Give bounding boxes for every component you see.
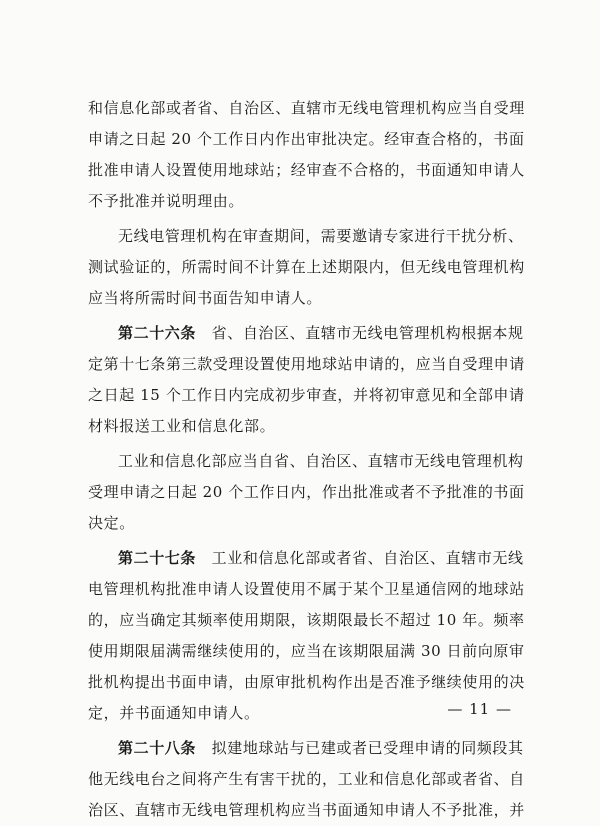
article-first-line (88, 318, 530, 349)
text-line: 材料报送工业和信息化部。 (88, 417, 276, 435)
text-line: 和信息化部或者省、自治区、直辖市无线电管理机构应当自受理 (88, 99, 525, 117)
text-line: 申请之日起 20 个工作日内作出审批决定。经审查合格的，书面 (88, 130, 525, 148)
text-line: 工业和信息化部应当自省、自治区、直辖市无线电管理机构 (118, 452, 524, 470)
text-line: 之日起 15 个工作日内完成初步审查，并将初审意见和全部申请 (88, 386, 525, 404)
text-line: 无线电管理机构在审查期间，需要邀请专家进行干扰分析、 (118, 227, 524, 245)
text-span: 拟建地球站与已建或者已受理申请的同频段其 (211, 739, 524, 757)
article-first-line (88, 733, 530, 764)
text-line: 不予批准并说明理由。 (88, 192, 245, 210)
text-line: 定第十七条第三款受理设置使用地球站申请的，应当自受理申请 (88, 355, 525, 373)
text-line: 电管理机构批准申请人设置使用不属于某个卫星通信网的地球站 (88, 580, 525, 598)
page-number: — 11 — (447, 700, 512, 718)
text-line: 应当将所需时间书面告知申请人。 (88, 289, 323, 307)
text-line: 治区、直辖市无线电管理机构应当书面通知申请人不予批准，并 (88, 801, 525, 819)
article-first-line (88, 543, 530, 574)
text-line: 批机构提出书面申请，由原审批机构作出是否准予继续使用的决 (88, 673, 525, 691)
text-line: 批准申请人设置使用地球站；经审查不合格的，书面通知申请人 (88, 161, 525, 179)
text-line: 受理申请之日起 20 个工作日内，作出批准或者不予批准的书面 (88, 483, 525, 501)
text-span: 省、自治区、直辖市无线电管理机构根据本规 (211, 324, 524, 342)
text-line: 定，并书面通知申请人。 (88, 704, 260, 722)
text-line: 决定。 (88, 514, 135, 532)
article-heading: 第二十七条 (118, 549, 197, 567)
text-line: 的，应当确定其频率使用期限，该期限最长不超过 10 年。频率 (88, 611, 525, 629)
article-heading: 第二十八条 (118, 739, 197, 757)
text-line: 测试验证的，所需时间不计算在上述期限内，但无线电管理机构 (88, 258, 525, 276)
text-line: 使用期限届满需继续使用的，应当在该期限届满 30 日前向原审 (88, 642, 525, 660)
text-line: 他无线电台之间将产生有害干扰的，工业和信息化部或者省、自 (88, 770, 525, 788)
text-span: 工业和信息化部或者省、自治区、直辖市无线 (211, 549, 524, 567)
article-heading: 第二十六条 (118, 324, 197, 342)
